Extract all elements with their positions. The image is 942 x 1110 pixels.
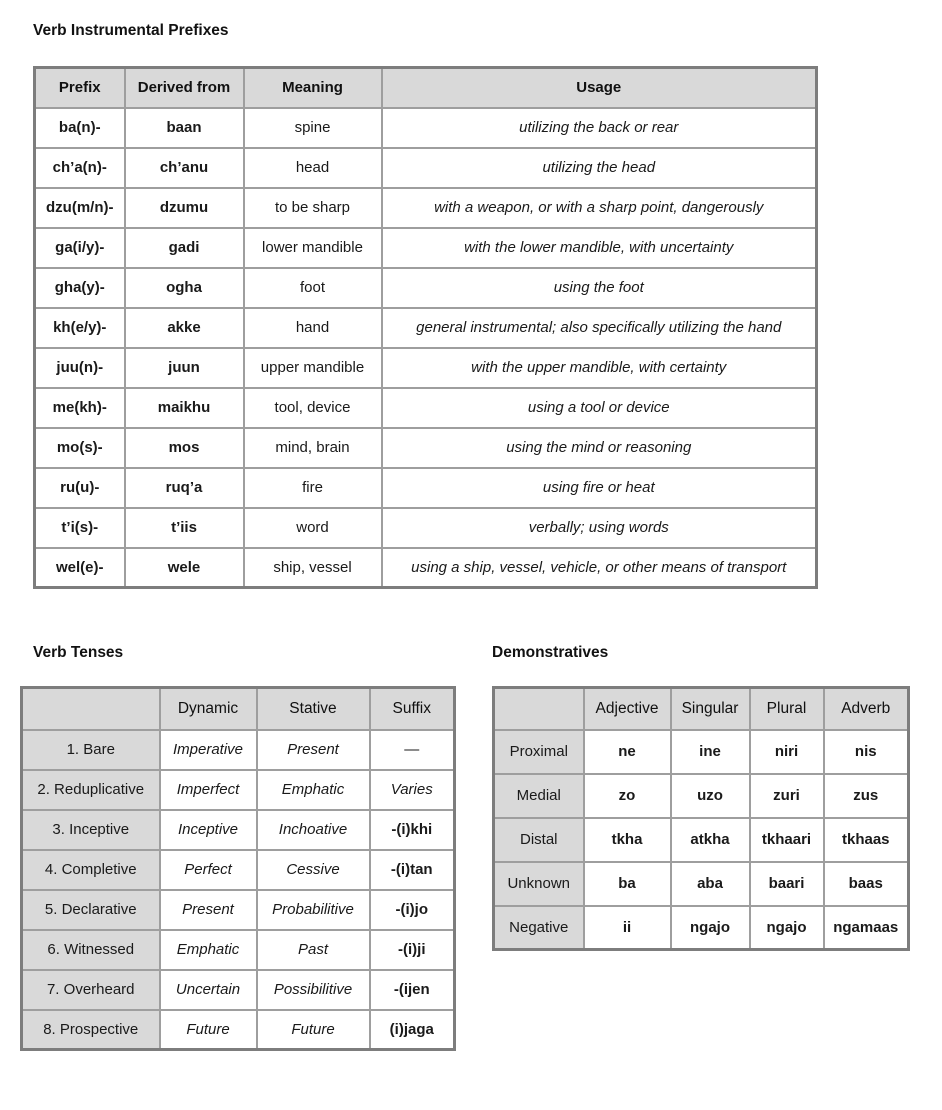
cell: with the lower mandible, with uncertainty [382,228,817,268]
cell: juu(n)- [35,348,125,388]
cell: uzo [671,774,750,818]
column-header: Singular [671,688,750,730]
cell: general instrumental; also specifically utilizing the hand [382,308,817,348]
cell: using fire or heat [382,468,817,508]
cell: using the mind or reasoning [382,428,817,468]
table-row [35,348,817,388]
cell: foot [244,268,382,308]
table-row [494,774,909,818]
cell: ogha [125,268,244,308]
table-row [35,228,817,268]
column-header: Derived from [125,68,244,108]
row-label: 8. Prospective [22,1010,160,1050]
cell: Probabilitive [257,890,370,930]
cell: to be sharp [244,188,382,228]
cell: nis [824,730,909,774]
table-row [22,850,455,890]
cell: juun [125,348,244,388]
column-header: Stative [257,688,370,730]
table-row [35,428,817,468]
row-label: 5. Declarative [22,890,160,930]
cell: verbally; using words [382,508,817,548]
cell: Present [257,730,370,770]
cell: zus [824,774,909,818]
header-row [22,688,455,730]
cell: dzumu [125,188,244,228]
cell: Past [257,930,370,970]
cell: using the foot [382,268,817,308]
cell: kh(e/y)- [35,308,125,348]
row-label: Distal [494,818,584,862]
cell: ba(n)- [35,108,125,148]
row-label: 4. Completive [22,850,160,890]
cell: tkha [584,818,671,862]
cell: baas [824,862,909,906]
table-row [35,108,817,148]
cell: Emphatic [160,930,257,970]
cell: mos [125,428,244,468]
cell: akke [125,308,244,348]
column-header: Prefix [35,68,125,108]
row-label: Medial [494,774,584,818]
table-row [35,148,817,188]
row-label: Negative [494,906,584,950]
table-row [35,468,817,508]
row-label: Unknown [494,862,584,906]
cell: zo [584,774,671,818]
cell: ch’a(n)- [35,148,125,188]
column-header: Adverb [824,688,909,730]
cell: ch’anu [125,148,244,188]
cell: -(ijen [370,970,455,1010]
cell: tool, device [244,388,382,428]
cell: utilizing the head [382,148,817,188]
table-row [22,970,455,1010]
cell: head [244,148,382,188]
table-row [35,188,817,228]
cell: tkhaas [824,818,909,862]
demonstratives-table [492,686,910,951]
table-row [35,548,817,588]
table-row [35,308,817,348]
corner-cell [494,688,584,730]
row-label: 7. Overheard [22,970,160,1010]
cell: -(i)khi [370,810,455,850]
cell: Present [160,890,257,930]
cell: ine [671,730,750,774]
cell: Possibilitive [257,970,370,1010]
table-row [35,508,817,548]
cell: atkha [671,818,750,862]
column-header: Adjective [584,688,671,730]
cell: Perfect [160,850,257,890]
table-row [22,930,455,970]
cell: Cessive [257,850,370,890]
table-row [22,730,455,770]
table-row [35,388,817,428]
cell: zuri [750,774,824,818]
header-row [494,688,909,730]
cell: dzu(m/n)- [35,188,125,228]
cell: mo(s)- [35,428,125,468]
tenses-table-title: Verb Tenses [33,644,124,661]
column-header: Plural [750,688,824,730]
cell: using a tool or device [382,388,817,428]
table-row [22,1010,455,1050]
cell: using a ship, vessel, vehicle, or other means of transport [382,548,817,588]
cell: mind, brain [244,428,382,468]
table-row [22,890,455,930]
prefixes-table-title: Verb Instrumental Prefixes [33,22,229,39]
cell: spine [244,108,382,148]
row-label: 1. Bare [22,730,160,770]
table-row [22,810,455,850]
cell: — [370,730,455,770]
cell: ngamaas [824,906,909,950]
cell: Inchoative [257,810,370,850]
table-row [494,730,909,774]
column-header: Meaning [244,68,382,108]
cell: ngajo [671,906,750,950]
cell: maikhu [125,388,244,428]
cell: me(kh)- [35,388,125,428]
column-header: Suffix [370,688,455,730]
cell: baan [125,108,244,148]
cell: t’iis [125,508,244,548]
cell: Inceptive [160,810,257,850]
cell: with a weapon, or with a sharp point, dangerously [382,188,817,228]
cell: ne [584,730,671,774]
cell: word [244,508,382,548]
header-row [35,68,817,108]
cell: niri [750,730,824,774]
cell: utilizing the back or rear [382,108,817,148]
cell: gadi [125,228,244,268]
table-row [494,818,909,862]
demonstratives-table-title: Demonstratives [492,644,609,661]
prefixes-table [33,66,818,589]
tenses-table [20,686,456,1051]
cell: with the upper mandible, with certainty [382,348,817,388]
cell: aba [671,862,750,906]
cell: Imperative [160,730,257,770]
cell: -(i)tan [370,850,455,890]
row-label: Proximal [494,730,584,774]
column-header: Usage [382,68,817,108]
cell: (i)jaga [370,1010,455,1050]
row-label: 3. Inceptive [22,810,160,850]
cell: ngajo [750,906,824,950]
cell: -(i)jo [370,890,455,930]
cell: ga(i/y)- [35,228,125,268]
column-header: Dynamic [160,688,257,730]
cell: Future [257,1010,370,1050]
row-label: 6. Witnessed [22,930,160,970]
table-row [494,862,909,906]
cell: ii [584,906,671,950]
cell: hand [244,308,382,348]
cell: ru(u)- [35,468,125,508]
row-label: 2. Reduplicative [22,770,160,810]
table-row [494,906,909,950]
table-row [22,770,455,810]
cell: Imperfect [160,770,257,810]
cell: ba [584,862,671,906]
cell: wel(e)- [35,548,125,588]
corner-cell [22,688,160,730]
cell: lower mandible [244,228,382,268]
table-row [35,268,817,308]
cell: ship, vessel [244,548,382,588]
cell: Varies [370,770,455,810]
cell: -(i)ji [370,930,455,970]
cell: Future [160,1010,257,1050]
cell: tkhaari [750,818,824,862]
cell: gha(y)- [35,268,125,308]
cell: wele [125,548,244,588]
cell: Uncertain [160,970,257,1010]
cell: t’i(s)- [35,508,125,548]
cell: upper mandible [244,348,382,388]
cell: fire [244,468,382,508]
cell: Emphatic [257,770,370,810]
cell: baari [750,862,824,906]
cell: ruq’a [125,468,244,508]
